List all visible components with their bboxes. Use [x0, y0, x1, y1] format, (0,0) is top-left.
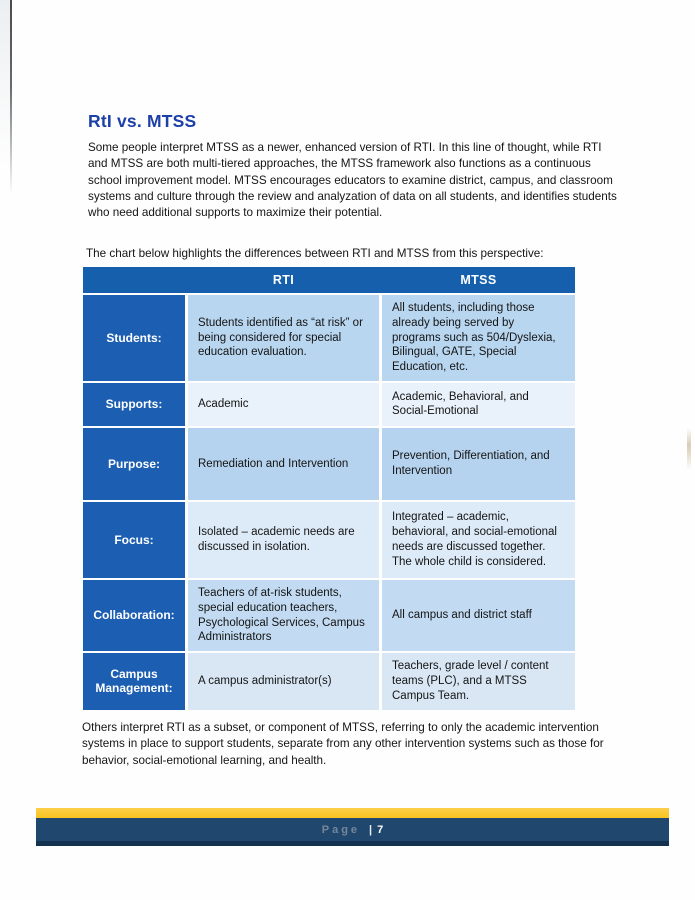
closing-paragraph: Others interpret RTI as a subset, or component of MTSS, referring to only the academic intervention systems in place to support students, separate from any other intervention systems such as those for behavior, social-emotional learning, and health.	[82, 720, 604, 767]
table-row-purpose	[83, 428, 575, 500]
page-title: RtI vs. MTSS	[88, 110, 197, 131]
mtss-cell-text: Integrated – academic, behavioral, and social-emotional needs are discussed together. The whole child is considered.	[392, 511, 557, 568]
row-label: Campus Management:	[83, 653, 185, 709]
table-header-row	[83, 267, 575, 293]
footer-page-number: 7	[377, 823, 384, 836]
rti-cell-text: Isolated – academic needs are discussed in isolation.	[198, 526, 355, 553]
mtss-cell	[382, 502, 575, 578]
rti-cell	[188, 383, 379, 426]
mtss-cell-text: Academic, Behavioral, and Social-Emotional	[392, 390, 529, 418]
intro-paragraph: Some people interpret MTSS as a newer, enhanced version of RTI. In this line of thought, while RTI and MTSS are both multi-tiered approaches, the MTSS framework also functions as a continuous school improvement model. MTSS encourages educators to examine district, campus, and classroom systems and culture through the review and analyzation of data on all students, and identifies students who need additional supports to maximize their potential.	[88, 140, 617, 220]
table-row-focus	[83, 502, 575, 578]
scan-artifact-right-mark	[687, 428, 691, 470]
table-row-campus-management	[83, 653, 575, 709]
scan-artifact-left-line	[10, 0, 12, 195]
column-header-mtss: MTSS	[460, 273, 497, 287]
row-label: Collaboration:	[83, 580, 185, 651]
footer-separator: |	[369, 823, 373, 836]
row-label: Supports:	[83, 383, 185, 426]
scan-artifact-left-shade	[0, 0, 10, 170]
rti-mtss-comparison-table	[83, 267, 575, 710]
mtss-cell	[382, 295, 575, 381]
mtss-cell-text: Prevention, Differentiation, and Intervention	[392, 450, 550, 477]
rti-cell-text: Teachers of at-risk students, special education teachers, Psychological Services, Campus Administrators	[198, 586, 365, 644]
footer-page-word: Page	[321, 823, 361, 836]
rti-cell-text: A campus administrator(s)	[198, 674, 332, 687]
row-label: Purpose:	[83, 428, 185, 500]
mtss-cell-text: All students, including those already being served by programs such as 504/Dyslexia, Bilingual, GATE, Special Education, etc.	[392, 302, 556, 374]
rti-cell-text: Academic	[198, 398, 249, 411]
chart-intro-paragraph: The chart below highlights the differences between RTI and MTSS from this perspective:	[86, 246, 544, 260]
rti-cell	[188, 502, 379, 578]
mtss-cell	[382, 653, 575, 709]
rti-cell-text: Remediation and Intervention	[198, 457, 349, 470]
page-footer	[36, 808, 669, 846]
table-row-supports	[83, 383, 575, 426]
rti-cell	[188, 295, 379, 381]
table-row-students	[83, 295, 575, 381]
table-row-collaboration	[83, 580, 575, 651]
footer-gold-bar	[36, 808, 669, 818]
row-label: Focus:	[83, 502, 185, 578]
rti-cell	[188, 428, 379, 500]
mtss-cell	[382, 383, 575, 426]
mtss-cell-text: All campus and district staff	[392, 609, 532, 622]
mtss-cell	[382, 428, 575, 500]
rti-cell-text: Students identified as “at risk” or being considered for special education evaluation.	[198, 316, 363, 359]
mtss-cell	[382, 580, 575, 651]
footer-dark-strip	[36, 841, 669, 846]
rti-cell	[188, 653, 379, 709]
mtss-cell-text: Teachers, grade level / content teams (PLC), and a MTSS Campus Team.	[392, 660, 549, 702]
footer-navy-bar	[36, 818, 669, 841]
rti-cell	[188, 580, 379, 651]
column-header-rti: RTI	[272, 273, 295, 287]
row-label: Students:	[83, 295, 185, 381]
